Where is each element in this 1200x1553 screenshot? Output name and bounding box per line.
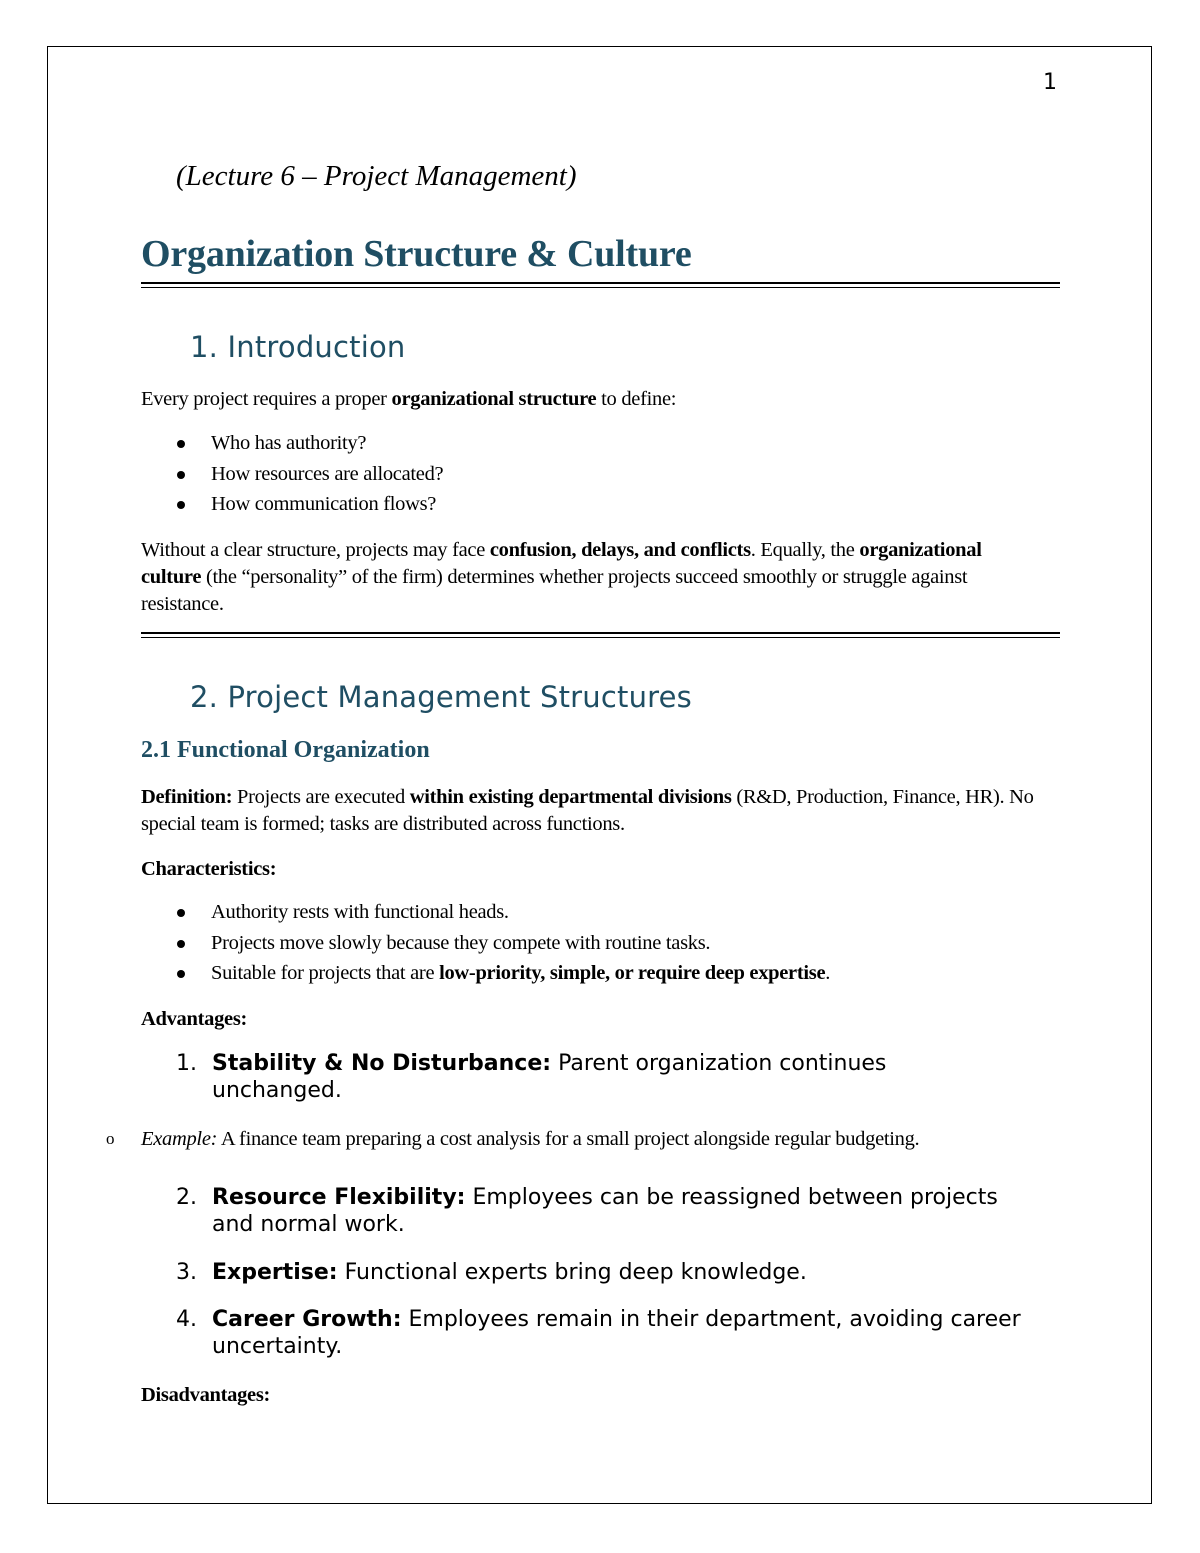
title-divider <box>141 282 1060 288</box>
bullet-icon <box>177 970 185 978</box>
example-label: Example: <box>141 1128 218 1150</box>
advantage-label: Resource Flexibility: <box>212 1185 466 1210</box>
list-item-text: Employees remain in their department, avoiding career uncertainty. <box>212 1307 1021 1359</box>
list-number: 1. <box>176 1051 197 1076</box>
advantage-label: Career Growth: <box>212 1307 402 1332</box>
text-run: (R&D, Production, Finance, HR). No special team is formed; tasks are distributed across functions. <box>141 786 1034 835</box>
definition-paragraph <box>141 784 1041 838</box>
example-sub-item <box>0 1125 941 1153</box>
list-item <box>141 1306 1021 1360</box>
bold-text: organizational culture <box>141 539 982 588</box>
list-item-text: Authority rests with functional heads. <box>211 901 509 923</box>
page-number: 1 <box>1043 70 1057 95</box>
advantages-list-continued <box>141 1184 1021 1238</box>
bullet-icon <box>177 940 185 948</box>
list-item-text: Who has authority? <box>211 432 367 454</box>
list-item <box>141 428 1041 459</box>
text-run: Without a clear structure, projects may face <box>141 539 490 561</box>
advantages-list-continued <box>141 1259 1021 1286</box>
page-title: Organization Structure & Culture <box>141 233 692 275</box>
list-item <box>141 897 1041 928</box>
section-divider <box>141 632 1060 638</box>
characteristics-label <box>141 856 1041 883</box>
intro-paragraph <box>141 386 1041 413</box>
subsection-heading-functional: 2.1 Functional Organization <box>141 737 430 763</box>
bold-text: organizational structure <box>391 388 597 410</box>
list-number: 4. <box>176 1307 197 1332</box>
bullet-icon <box>177 501 185 509</box>
list-item <box>141 928 1041 959</box>
advantages-list <box>141 1050 1021 1104</box>
list-item-text: Parent organization continues unchanged. <box>212 1051 887 1103</box>
text-run: Every project requires a proper <box>141 388 392 410</box>
list-item <box>141 459 1041 490</box>
bold-text: low-priority, simple, or require deep expertise <box>439 962 826 984</box>
bold-text: Characteristics: <box>141 858 277 880</box>
structure-culture-paragraph <box>141 537 1021 618</box>
circle-bullet-icon: o <box>106 1129 115 1148</box>
bullet-icon <box>177 471 185 479</box>
list-item <box>141 1184 1021 1238</box>
advantages-list-continued <box>141 1306 1021 1360</box>
advantage-label: Expertise: <box>212 1260 338 1285</box>
list-item-text: How resources are allocated? <box>211 462 444 485</box>
text-run: . <box>825 962 831 984</box>
bold-text: Disadvantages: <box>141 1384 271 1406</box>
definition-label: Definition: <box>141 786 233 808</box>
section-heading-introduction: 1. Introduction <box>190 330 406 364</box>
list-item-text: Functional experts bring deep knowledge. <box>337 1260 807 1285</box>
list-item-text: How communication flows? <box>211 493 437 515</box>
bullet-icon <box>177 909 185 917</box>
lecture-subtitle: (Lecture 6 – Project Management) <box>176 160 577 192</box>
list-item <box>141 958 1041 989</box>
list-item <box>141 489 1041 520</box>
text-run: . Equally, the <box>750 539 860 561</box>
intro-bullet-list <box>141 428 1041 520</box>
bold-text: Advantages: <box>141 1008 248 1030</box>
list-number: 2. <box>176 1185 197 1210</box>
list-item-text: A finance team preparing a cost analysis for a small project alongside regular budgeting. <box>217 1128 920 1150</box>
text-run: Projects are executed <box>232 786 410 808</box>
list-item <box>141 1259 1021 1286</box>
text-run: to define: <box>596 388 677 410</box>
list-number: 3. <box>176 1260 197 1285</box>
section-heading-pm-structures: 2. Project Management Structures <box>190 680 692 714</box>
characteristics-list <box>141 897 1041 989</box>
advantages-label <box>141 1006 1041 1033</box>
bold-text: within existing departmental divisions <box>409 786 732 808</box>
bullet-icon <box>177 440 185 448</box>
advantage-label: Stability & No Disturbance: <box>212 1051 552 1076</box>
bold-text: confusion, delays, and conflicts <box>489 539 751 561</box>
text-run: (the “personality” of the firm) determines whether projects succeed smoothly or struggle against resistance. <box>141 566 968 615</box>
list-item-text: Suitable for projects that are <box>211 962 440 984</box>
list-item-text: Employees can be reassigned between projects and normal work. <box>212 1185 998 1237</box>
list-item <box>141 1050 1021 1104</box>
list-item-text: Projects move slowly because they compete with routine tasks. <box>211 931 711 954</box>
disadvantages-label <box>141 1382 1041 1409</box>
